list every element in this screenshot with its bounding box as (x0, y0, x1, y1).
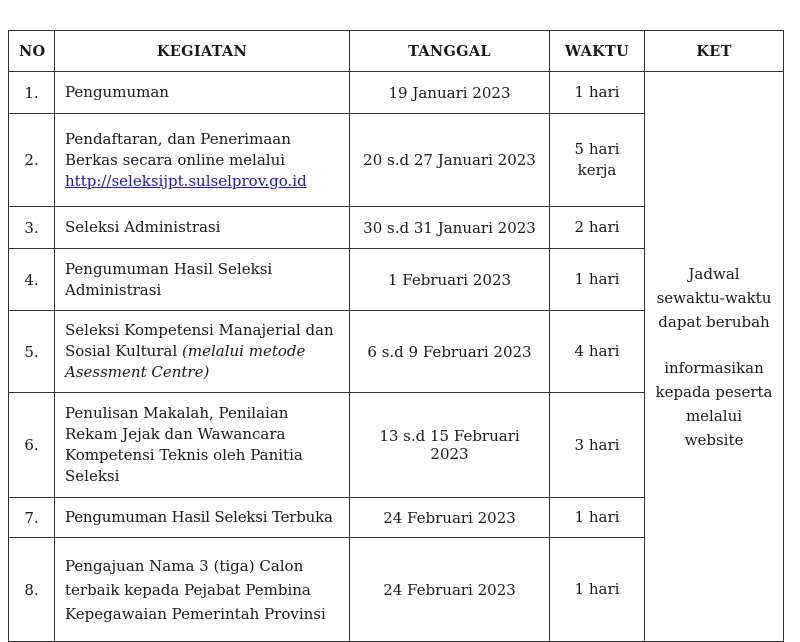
activity-text: Sosial Kultural (65, 342, 183, 360)
activity-cell (55, 393, 350, 498)
row-number: 8. (9, 538, 55, 642)
activity-note: (melalui metode (182, 342, 306, 360)
activity-cell (55, 72, 350, 114)
duration-text: 3 hari (574, 435, 620, 454)
duration-text: 1 hari (574, 270, 620, 288)
duration-text: kerja (577, 161, 617, 179)
activity-text: Pengajuan Nama 3 (tiga) Calon (65, 556, 304, 575)
ket-line: sewaktu-waktu (656, 288, 772, 307)
schedule-table (8, 30, 784, 642)
activity-text: Pendaftaran, dan Penerimaan (65, 129, 291, 148)
date-cell: 20 s.d 27 Januari 2023 (350, 114, 550, 207)
header-ket: KET (645, 31, 784, 72)
ket-cell (645, 72, 784, 642)
header-no: NO (9, 31, 55, 72)
row-number: 3. (9, 207, 55, 249)
activity-note: Asessment Centre) (65, 363, 210, 381)
row-number: 2. (9, 114, 55, 207)
duration-cell (550, 72, 645, 114)
activity-text: Seleksi (65, 467, 120, 485)
header-waktu: WAKTU (550, 31, 645, 72)
activity-text: Kompetensi Teknis oleh Panitia (65, 446, 303, 464)
activity-cell (55, 311, 350, 393)
date-cell: 24 Februari 2023 (350, 538, 550, 642)
activity-text: terbaik kepada Pejabat Pembina (65, 580, 311, 599)
activity-cell (55, 207, 350, 249)
row-number: 5. (9, 311, 55, 393)
row-number: 6. (9, 393, 55, 498)
duration-cell (550, 393, 645, 498)
table-row (9, 72, 784, 114)
activity-text: Pengumuman Hasil Seleksi (65, 259, 273, 278)
duration-text: 4 hari (574, 342, 620, 360)
duration-text: 5 hari (574, 140, 620, 158)
date-cell: 1 Februari 2023 (350, 249, 550, 311)
duration-cell (550, 311, 645, 393)
ket-line: dapat berubah (658, 312, 770, 331)
duration-text: 1 hari (574, 508, 620, 526)
duration-cell (550, 207, 645, 249)
duration-cell (550, 538, 645, 642)
registration-link[interactable]: http://seleksijpt.sulselprov.go.id (65, 171, 307, 190)
ket-line: Jadwal (688, 264, 740, 283)
date-cell: 6 s.d 9 Februari 2023 (350, 311, 550, 393)
header-tanggal: TANGGAL (350, 31, 550, 72)
activity-text: Administrasi (65, 280, 162, 299)
ket-line: kepada peserta (655, 382, 773, 401)
date-cell: 30 s.d 31 Januari 2023 (350, 207, 550, 249)
activity-text: Pengumuman (65, 83, 169, 101)
duration-cell (550, 114, 645, 207)
activity-cell (55, 114, 350, 207)
activity-text: Rekam Jejak dan Wawancara (65, 425, 286, 443)
ket-line: informasikan (664, 358, 764, 377)
date-cell: 13 s.d 15 Februari 2023 (350, 393, 550, 498)
duration-text: 2 hari (574, 218, 620, 236)
activity-cell (55, 538, 350, 642)
activity-text: Penulisan Makalah, Penilaian (65, 404, 289, 422)
activity-cell (55, 498, 350, 538)
header-row (9, 31, 784, 72)
duration-text: 1 hari (574, 83, 620, 101)
header-kegiatan: KEGIATAN (55, 31, 350, 72)
row-number: 7. (9, 498, 55, 538)
duration-cell (550, 498, 645, 538)
duration-cell (550, 249, 645, 311)
activity-cell (55, 249, 350, 311)
activity-text: Kepegawaian Pemerintah Provinsi (65, 604, 326, 623)
ket-line: melalui website (684, 406, 744, 449)
row-number: 1. (9, 72, 55, 114)
activity-text: Seleksi Administrasi (65, 218, 221, 236)
activity-text: Pengumuman Hasil Seleksi Terbuka (65, 508, 333, 526)
activity-text: Berkas secara online melalui (65, 150, 286, 169)
date-cell: 19 Januari 2023 (350, 72, 550, 114)
duration-text: 1 hari (574, 580, 620, 598)
activity-text: Seleksi Kompetensi Manajerial dan (65, 321, 334, 339)
row-number: 4. (9, 249, 55, 311)
date-cell: 24 Februari 2023 (350, 498, 550, 538)
